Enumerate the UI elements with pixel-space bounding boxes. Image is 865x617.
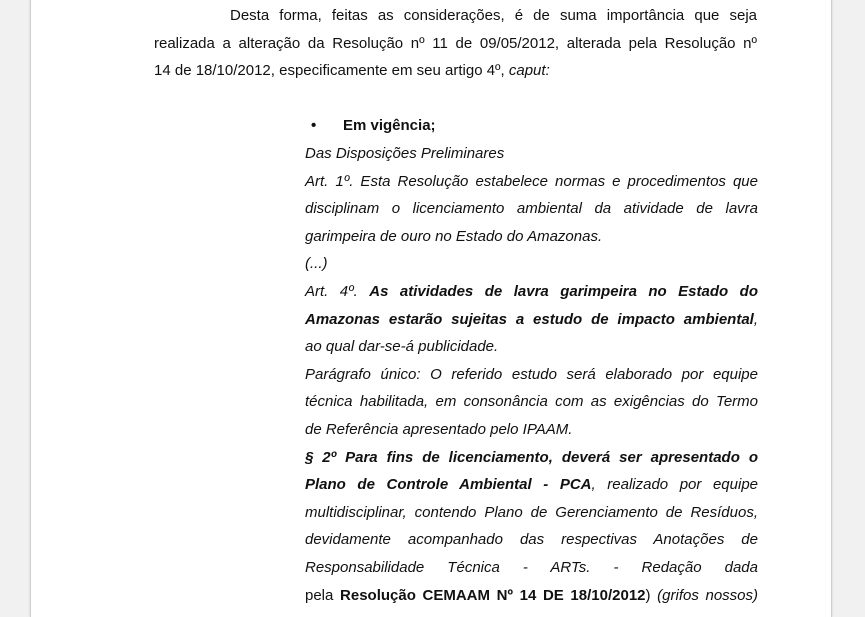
quote-line: multidisciplinar, contendo Plano de Gerenciamento de Resíduos, bbox=[305, 503, 758, 521]
bullet-item bbox=[305, 112, 758, 140]
quote-text: , realizado por equipe bbox=[591, 476, 759, 494]
quote-text: pela bbox=[305, 586, 341, 604]
quote-line bbox=[305, 582, 758, 610]
quote-line: ao qual dar-se-á publicidade. bbox=[305, 338, 499, 356]
quote-line bbox=[305, 306, 758, 334]
bullet-heading: Em vigência; bbox=[343, 117, 436, 134]
quote-line: § 2º Para fins de licenciamento, deverá ser apresentado o bbox=[305, 448, 758, 466]
intro-text: 14 de 18/10/2012, especificamente em seu artigo 4º, bbox=[154, 62, 509, 79]
quote-line: disciplinam o licenciamento ambiental da atividade de lavra bbox=[305, 200, 758, 218]
bold-text: As atividades de lavra garimpeira no Estado do bbox=[369, 282, 758, 300]
quote-line: Responsabilidade Técnica - ARTs. - Redação dada bbox=[305, 558, 758, 576]
quote-line bbox=[305, 471, 758, 499]
quote-line: Art. 1º. Esta Resolução estabelece normas e procedimentos que bbox=[305, 172, 758, 190]
quote-line: devidamente acompanhado das respectivas Anotações de bbox=[305, 531, 758, 549]
quote-line bbox=[305, 278, 758, 306]
bullet-icon: • bbox=[311, 117, 317, 134]
caput-text: caput: bbox=[508, 62, 550, 79]
intro-line: realizada a alteração da Resolução nº 11 de 09/05/2012, alterada pela Resolução nº bbox=[154, 34, 757, 52]
intro-line: Desta forma, feitas as considerações, é de suma importância que seja bbox=[230, 7, 757, 24]
quote-line: técnica habilitada, em consonância com as exigências do Termo bbox=[305, 393, 758, 411]
section-title: Das Disposições Preliminares bbox=[305, 145, 505, 162]
intro-line bbox=[154, 57, 757, 85]
quote-line: garimpeira de ouro no Estado do Amazonas. bbox=[305, 227, 603, 245]
quote-line: Parágrafo único: O referido estudo será elaborado por equipe bbox=[305, 365, 758, 383]
ellipsis: (...) bbox=[305, 255, 328, 273]
bold-text: Amazonas estarão sujeitas a estudo de impacto ambiental bbox=[305, 310, 754, 328]
resolution-reference: Resolução CEMAAM Nº 14 DE 18/10/2012 bbox=[340, 586, 646, 604]
intro-paragraph bbox=[154, 2, 757, 85]
quote-line: de Referência apresentado pelo IPAAM. bbox=[305, 420, 573, 438]
grifos-note: (grifos nossos) bbox=[657, 586, 759, 604]
quoted-resolution bbox=[305, 112, 758, 609]
article-label: Art. 4º. bbox=[305, 282, 370, 300]
quote-text: , bbox=[753, 310, 758, 328]
document-page bbox=[30, 0, 832, 617]
bold-text: Plano de Controle Ambiental - PCA bbox=[305, 476, 592, 494]
quote-text: ) bbox=[645, 586, 658, 604]
